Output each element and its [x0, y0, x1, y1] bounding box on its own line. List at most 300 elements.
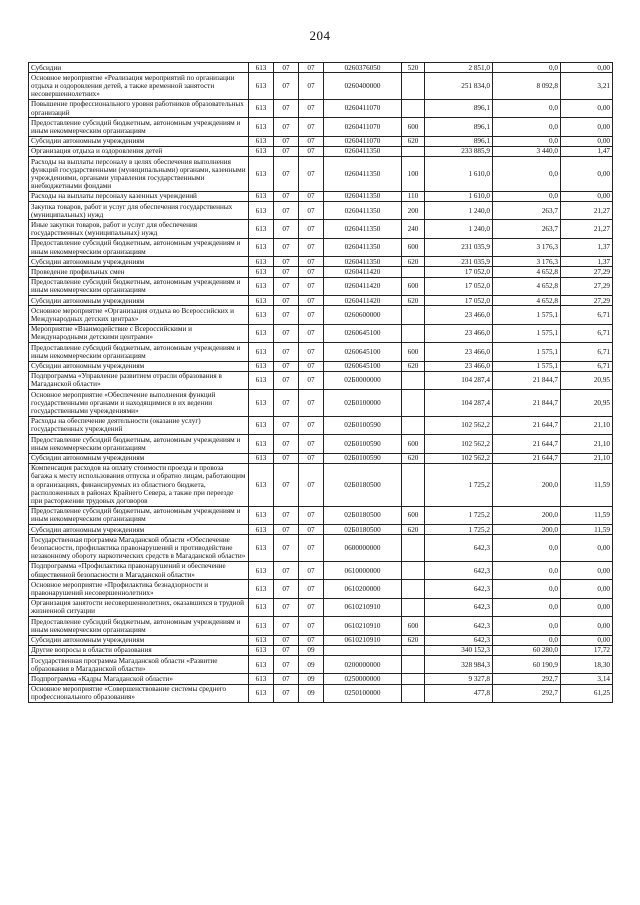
row-amount-executed: 21 844,7	[493, 390, 561, 417]
row-amount-planned: 1 610,0	[425, 157, 493, 192]
row-amount-planned: 251 834,0	[425, 73, 493, 100]
row-code-1: 613	[249, 99, 274, 117]
row-type-code: 600	[402, 118, 425, 136]
row-code-1: 613	[249, 277, 274, 295]
row-description: Расходы на обеспечение деятельности (оказание услуг) государственных учреждений	[29, 416, 249, 434]
row-percent: 0,00	[561, 63, 613, 73]
row-code-2: 07	[274, 535, 299, 562]
row-code-3: 07	[299, 202, 324, 220]
row-amount-executed: 21 844,7	[493, 371, 561, 389]
row-code-2: 07	[274, 324, 299, 342]
row-description: Организация занятости несовершеннолетних, оказавшихся в трудной жизненной ситуации	[29, 598, 249, 616]
table-body	[29, 63, 613, 703]
row-amount-planned: 1 240,0	[425, 220, 493, 238]
row-classification-code: 0610210910	[324, 598, 402, 616]
row-amount-executed: 292,7	[493, 684, 561, 702]
row-code-3: 07	[299, 136, 324, 146]
row-description: Основное мероприятие «Реализация мероприятий по организации отдыха и оздоровления детей, а также временной занятости несовершеннолетних»	[29, 73, 249, 100]
row-amount-executed: 1 575,1	[493, 343, 561, 361]
row-code-2: 07	[274, 453, 299, 463]
row-description: Мероприятие «Взаимодействие с Всероссийскими и Международными детскими центрами»	[29, 324, 249, 342]
row-description: Предоставление субсидий бюджетным, автономным учреждениям и иным некоммерческим организациям	[29, 617, 249, 635]
row-percent: 0,00	[561, 535, 613, 562]
row-code-3: 07	[299, 435, 324, 453]
row-code-3: 07	[299, 371, 324, 389]
row-description: Подпрограмма «Профилактика правонарушений и обеспечение общественной безопасности в Магаданской области»	[29, 561, 249, 579]
row-description: Субсидии автономным учреждениям	[29, 296, 249, 306]
row-amount-planned: 17 052,0	[425, 277, 493, 295]
row-description: Подпрограмма «Кадры Магаданской области»	[29, 674, 249, 684]
row-classification-code: 02Б0100590	[324, 416, 402, 434]
row-percent: 0,00	[561, 580, 613, 598]
row-percent: 21,27	[561, 220, 613, 238]
row-classification-code: 0260411420	[324, 267, 402, 277]
row-amount-planned: 2 851,0	[425, 63, 493, 73]
table-row	[29, 656, 613, 674]
row-description: Предоставление субсидий бюджетным, автономным учреждениям и иным некоммерческим организациям	[29, 118, 249, 136]
row-code-3: 09	[299, 674, 324, 684]
row-percent: 61,25	[561, 684, 613, 702]
row-description: Субсидии автономным учреждениям	[29, 257, 249, 267]
row-code-1: 613	[249, 343, 274, 361]
table-row	[29, 63, 613, 73]
budget-table	[28, 62, 613, 703]
table-row	[29, 136, 613, 146]
row-code-2: 07	[274, 525, 299, 535]
table-row	[29, 506, 613, 524]
row-amount-executed: 1 575,1	[493, 361, 561, 371]
row-type-code	[402, 416, 425, 434]
row-code-3: 09	[299, 684, 324, 702]
table-row	[29, 435, 613, 453]
row-amount-executed: 263,7	[493, 220, 561, 238]
table-row	[29, 361, 613, 371]
row-code-3: 07	[299, 390, 324, 417]
row-description: Предоставление субсидий бюджетным, автономным учреждениям и иным некоммерческим организациям	[29, 238, 249, 256]
row-description: Повышение профессионального уровня работников образовательных организаций	[29, 99, 249, 117]
row-classification-code: 0260411350	[324, 202, 402, 220]
row-description: Предоставление субсидий бюджетным, автономным учреждениям и иным некоммерческим организациям	[29, 506, 249, 524]
row-code-3: 07	[299, 306, 324, 324]
row-amount-planned: 23 466,0	[425, 306, 493, 324]
row-amount-planned: 340 152,3	[425, 645, 493, 655]
row-percent: 0,00	[561, 99, 613, 117]
row-amount-planned: 477,8	[425, 684, 493, 702]
row-type-code: 600	[402, 343, 425, 361]
row-type-code	[402, 324, 425, 342]
row-classification-code: 0260400000	[324, 73, 402, 100]
row-percent: 21,10	[561, 435, 613, 453]
row-percent: 11,59	[561, 463, 613, 506]
row-code-3: 07	[299, 580, 324, 598]
row-amount-executed: 0,0	[493, 136, 561, 146]
row-amount-planned: 1 725,2	[425, 525, 493, 535]
row-code-2: 07	[274, 645, 299, 655]
table-row	[29, 306, 613, 324]
row-amount-executed: 4 652,8	[493, 277, 561, 295]
row-code-1: 613	[249, 674, 274, 684]
row-percent: 27,29	[561, 267, 613, 277]
row-amount-planned: 102 562,2	[425, 435, 493, 453]
row-code-1: 613	[249, 684, 274, 702]
row-amount-planned: 231 035,9	[425, 238, 493, 256]
table-row	[29, 617, 613, 635]
row-code-1: 613	[249, 118, 274, 136]
row-code-1: 613	[249, 390, 274, 417]
row-classification-code: 0260411350	[324, 146, 402, 156]
row-code-2: 07	[274, 146, 299, 156]
row-amount-planned: 104 287,4	[425, 371, 493, 389]
row-classification-code: 0260411420	[324, 277, 402, 295]
row-description: Основное мероприятие «Обеспечение выполнения функций государственными органами и находящимися в их ведении государственными учреждениями»	[29, 390, 249, 417]
row-type-code: 620	[402, 635, 425, 645]
row-classification-code	[324, 645, 402, 655]
row-code-1: 613	[249, 506, 274, 524]
row-code-3: 09	[299, 656, 324, 674]
row-classification-code: 0610210910	[324, 617, 402, 635]
row-amount-planned: 896,1	[425, 99, 493, 117]
row-amount-executed: 4 652,8	[493, 296, 561, 306]
row-classification-code: 02Б0100590	[324, 453, 402, 463]
row-type-code: 600	[402, 506, 425, 524]
row-percent: 0,00	[561, 617, 613, 635]
row-amount-executed: 21 644,7	[493, 453, 561, 463]
row-percent: 1,37	[561, 257, 613, 267]
row-description: Субсидии автономным учреждениям	[29, 136, 249, 146]
row-code-3: 07	[299, 463, 324, 506]
table-row	[29, 535, 613, 562]
row-code-2: 07	[274, 267, 299, 277]
row-description: Расходы на выплаты персоналу в целях обеспечения выполнения функций государственными (муниципальными) органами, казенными учреждениями, органами управления государственными внебюджетными фондами	[29, 157, 249, 192]
row-amount-planned: 23 466,0	[425, 324, 493, 342]
row-amount-executed: 0,0	[493, 535, 561, 562]
row-classification-code: 0260411350	[324, 238, 402, 256]
row-type-code	[402, 73, 425, 100]
table-row	[29, 257, 613, 267]
table-row	[29, 525, 613, 535]
row-amount-executed: 200,0	[493, 525, 561, 535]
row-percent: 3,14	[561, 674, 613, 684]
row-code-2: 07	[274, 306, 299, 324]
row-amount-executed: 200,0	[493, 463, 561, 506]
row-code-3: 07	[299, 525, 324, 535]
row-percent: 0,00	[561, 561, 613, 579]
table-row	[29, 324, 613, 342]
row-amount-executed: 60 280,0	[493, 645, 561, 655]
row-code-2: 07	[274, 73, 299, 100]
row-code-1: 613	[249, 416, 274, 434]
row-code-3: 07	[299, 598, 324, 616]
row-description: Основное мероприятие «Организация отдыха во Всероссийских и Международных детских центрах»	[29, 306, 249, 324]
row-description: Организация отдыха и оздоровления детей	[29, 146, 249, 156]
row-code-1: 613	[249, 157, 274, 192]
table-row	[29, 390, 613, 417]
table-row	[29, 202, 613, 220]
row-code-3: 07	[299, 257, 324, 267]
row-code-2: 07	[274, 371, 299, 389]
row-description: Подпрограмма «Управление развитием отрасли образования в Магаданской области»	[29, 371, 249, 389]
row-code-3: 07	[299, 635, 324, 645]
row-amount-planned: 642,3	[425, 535, 493, 562]
row-description: Субсидии автономным учреждениям	[29, 361, 249, 371]
table-row	[29, 598, 613, 616]
row-amount-planned: 1 610,0	[425, 191, 493, 201]
row-amount-planned: 642,3	[425, 635, 493, 645]
table-row	[29, 267, 613, 277]
row-code-2: 07	[274, 598, 299, 616]
row-amount-executed: 263,7	[493, 202, 561, 220]
row-amount-planned: 642,3	[425, 598, 493, 616]
row-description: Субсидии автономным учреждениям	[29, 635, 249, 645]
row-code-2: 07	[274, 684, 299, 702]
row-code-1: 613	[249, 296, 274, 306]
row-amount-executed: 0,0	[493, 617, 561, 635]
row-code-3: 09	[299, 645, 324, 655]
row-code-3: 07	[299, 238, 324, 256]
row-percent: 0,00	[561, 635, 613, 645]
table-row	[29, 191, 613, 201]
row-amount-executed: 60 190,9	[493, 656, 561, 674]
budget-table-container	[28, 62, 612, 703]
row-percent: 21,10	[561, 416, 613, 434]
row-code-1: 613	[249, 535, 274, 562]
row-code-3: 07	[299, 617, 324, 635]
row-code-2: 07	[274, 202, 299, 220]
row-classification-code: 0260411350	[324, 157, 402, 192]
row-code-2: 07	[274, 63, 299, 73]
row-code-3: 07	[299, 453, 324, 463]
row-percent: 6,71	[561, 361, 613, 371]
row-amount-planned: 23 466,0	[425, 343, 493, 361]
row-code-2: 07	[274, 343, 299, 361]
row-classification-code: 0600000000	[324, 535, 402, 562]
row-percent: 11,59	[561, 506, 613, 524]
row-amount-executed: 0,0	[493, 635, 561, 645]
row-percent: 0,00	[561, 136, 613, 146]
row-percent: 20,95	[561, 371, 613, 389]
table-row	[29, 635, 613, 645]
row-type-code: 620	[402, 296, 425, 306]
row-percent: 21,10	[561, 453, 613, 463]
row-code-2: 07	[274, 361, 299, 371]
row-code-2: 07	[274, 635, 299, 645]
row-code-3: 07	[299, 63, 324, 73]
row-description: Компенсация расходов на оплату стоимости проезда и провоза багажа к месту использования отпуска и обратно лицам, работающим в организациях, финансируемых из областного бюджета, расположенных в районах Крайнего Севера, а также при переезде при расторжении трудовых договоров	[29, 463, 249, 506]
row-code-2: 07	[274, 617, 299, 635]
table-row	[29, 146, 613, 156]
row-code-3: 07	[299, 220, 324, 238]
table-row	[29, 453, 613, 463]
row-code-1: 613	[249, 306, 274, 324]
row-amount-planned: 642,3	[425, 617, 493, 635]
table-row	[29, 277, 613, 295]
row-description: Предоставление субсидий бюджетным, автономным учреждениям и иным некоммерческим организациям	[29, 343, 249, 361]
row-code-1: 613	[249, 371, 274, 389]
row-percent: 6,71	[561, 306, 613, 324]
row-percent: 18,30	[561, 656, 613, 674]
table-row	[29, 463, 613, 506]
row-code-1: 613	[249, 257, 274, 267]
table-row	[29, 580, 613, 598]
row-amount-executed: 292,7	[493, 674, 561, 684]
row-code-1: 613	[249, 645, 274, 655]
row-amount-planned: 642,3	[425, 580, 493, 598]
row-code-2: 07	[274, 238, 299, 256]
table-row	[29, 674, 613, 684]
row-percent: 6,71	[561, 343, 613, 361]
row-type-code: 600	[402, 617, 425, 635]
row-amount-planned: 896,1	[425, 136, 493, 146]
row-code-1: 613	[249, 136, 274, 146]
row-code-2: 07	[274, 220, 299, 238]
row-description: Субсидии автономным учреждениям	[29, 453, 249, 463]
row-code-3: 07	[299, 416, 324, 434]
row-classification-code: 0260411420	[324, 296, 402, 306]
row-code-1: 613	[249, 63, 274, 73]
row-code-2: 07	[274, 561, 299, 579]
table-row	[29, 645, 613, 655]
row-description: Субсидии автономным учреждениям	[29, 525, 249, 535]
row-code-3: 07	[299, 157, 324, 192]
row-code-3: 07	[299, 99, 324, 117]
row-description: Предоставление субсидий бюджетным, автономным учреждениям и иным некоммерческим организациям	[29, 277, 249, 295]
row-amount-executed: 4 652,8	[493, 267, 561, 277]
row-classification-code: 0200000000	[324, 656, 402, 674]
row-description: Предоставление субсидий бюджетным, автономным учреждениям и иным некоммерческим организациям	[29, 435, 249, 453]
row-description: Субсидии	[29, 63, 249, 73]
page-number: 204	[309, 28, 331, 43]
row-type-code: 100	[402, 157, 425, 192]
row-classification-code: 0250100000	[324, 684, 402, 702]
row-code-1: 613	[249, 361, 274, 371]
row-amount-planned: 1 725,2	[425, 506, 493, 524]
row-code-3: 07	[299, 118, 324, 136]
row-amount-planned: 1 725,2	[425, 463, 493, 506]
row-amount-planned: 104 287,4	[425, 390, 493, 417]
row-code-2: 07	[274, 118, 299, 136]
row-code-1: 613	[249, 453, 274, 463]
row-amount-executed: 3 176,3	[493, 238, 561, 256]
row-classification-code: 02Б0100590	[324, 435, 402, 453]
row-classification-code: 0260411070	[324, 118, 402, 136]
row-amount-planned: 23 466,0	[425, 361, 493, 371]
table-row	[29, 561, 613, 579]
row-type-code	[402, 390, 425, 417]
row-type-code	[402, 146, 425, 156]
row-amount-planned: 231 035,9	[425, 257, 493, 267]
row-amount-planned: 642,3	[425, 561, 493, 579]
table-row	[29, 343, 613, 361]
row-code-1: 613	[249, 146, 274, 156]
row-type-code	[402, 598, 425, 616]
row-code-2: 07	[274, 390, 299, 417]
row-percent: 0,00	[561, 157, 613, 192]
row-type-code	[402, 306, 425, 324]
row-percent: 0,00	[561, 191, 613, 201]
row-type-code: 620	[402, 361, 425, 371]
row-code-2: 07	[274, 506, 299, 524]
row-code-1: 613	[249, 617, 274, 635]
row-description: Иные закупки товаров, работ и услуг для обеспечения государственных (муниципальных) нужд	[29, 220, 249, 238]
row-code-1: 613	[249, 656, 274, 674]
row-type-code: 110	[402, 191, 425, 201]
row-classification-code: 0260645100	[324, 343, 402, 361]
row-code-2: 07	[274, 257, 299, 267]
row-code-3: 07	[299, 561, 324, 579]
row-description: Государственная программа Магаданской области «Обеспечение безопасности, профилактика правонарушений и противодействие незаконному обороту наркотических средств в Магаданской области»	[29, 535, 249, 562]
row-type-code: 620	[402, 453, 425, 463]
table-row	[29, 220, 613, 238]
table-row	[29, 296, 613, 306]
row-amount-planned: 17 052,0	[425, 296, 493, 306]
row-classification-code: 0260645100	[324, 324, 402, 342]
row-amount-executed: 0,0	[493, 63, 561, 73]
row-percent: 27,29	[561, 296, 613, 306]
row-description: Расходы на выплаты персоналу казенных учреждений	[29, 191, 249, 201]
row-type-code	[402, 645, 425, 655]
row-percent: 3,21	[561, 73, 613, 100]
row-percent: 17,72	[561, 645, 613, 655]
row-type-code	[402, 463, 425, 506]
row-classification-code: 0260411350	[324, 220, 402, 238]
row-amount-executed: 0,0	[493, 598, 561, 616]
row-amount-executed: 0,0	[493, 118, 561, 136]
row-percent: 21,27	[561, 202, 613, 220]
row-code-2: 07	[274, 435, 299, 453]
row-code-3: 07	[299, 191, 324, 201]
row-classification-code: 0260645100	[324, 361, 402, 371]
table-row	[29, 118, 613, 136]
row-amount-planned: 17 052,0	[425, 267, 493, 277]
row-code-1: 613	[249, 238, 274, 256]
table-row	[29, 157, 613, 192]
row-code-1: 613	[249, 191, 274, 201]
table-row	[29, 99, 613, 117]
row-amount-planned: 1 240,0	[425, 202, 493, 220]
row-code-1: 613	[249, 220, 274, 238]
row-amount-executed: 0,0	[493, 561, 561, 579]
table-row	[29, 371, 613, 389]
row-amount-executed: 0,0	[493, 191, 561, 201]
row-code-2: 07	[274, 674, 299, 684]
row-type-code: 620	[402, 525, 425, 535]
row-classification-code: 0250000000	[324, 674, 402, 684]
row-classification-code: 0260600000	[324, 306, 402, 324]
row-percent: 27,29	[561, 277, 613, 295]
row-code-1: 613	[249, 435, 274, 453]
row-code-3: 07	[299, 296, 324, 306]
row-code-2: 07	[274, 157, 299, 192]
row-type-code: 620	[402, 257, 425, 267]
row-code-3: 07	[299, 361, 324, 371]
row-code-1: 613	[249, 463, 274, 506]
row-amount-executed: 0,0	[493, 157, 561, 192]
row-amount-executed: 200,0	[493, 506, 561, 524]
row-amount-executed: 0,0	[493, 99, 561, 117]
row-amount-executed: 1 575,1	[493, 324, 561, 342]
row-classification-code: 0260411070	[324, 136, 402, 146]
row-description: Другие вопросы в области образования	[29, 645, 249, 655]
row-type-code: 520	[402, 63, 425, 73]
row-percent: 0,00	[561, 118, 613, 136]
row-code-2: 07	[274, 656, 299, 674]
row-code-2: 07	[274, 463, 299, 506]
row-classification-code: 02Б0180500	[324, 463, 402, 506]
row-amount-planned: 233 885,9	[425, 146, 493, 156]
row-classification-code: 0260411350	[324, 191, 402, 201]
row-type-code: 600	[402, 435, 425, 453]
row-code-3: 07	[299, 146, 324, 156]
